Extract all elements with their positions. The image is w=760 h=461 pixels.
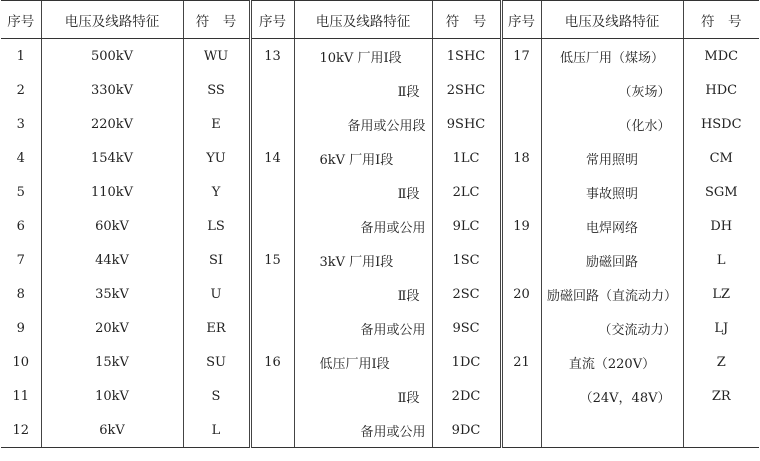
seq-cell xyxy=(501,73,541,107)
seq-cell: 11 xyxy=(12,388,30,404)
seq-cell: 17 xyxy=(501,39,541,74)
symbol-cell: DH xyxy=(683,209,759,243)
seq-cell xyxy=(250,73,294,107)
feature-cell: 44kV xyxy=(41,243,183,277)
symbol-cell: 2SHC xyxy=(432,73,501,107)
symbol-cell: HDC xyxy=(683,73,759,107)
feature-cell: 励磁回路（直流动力） xyxy=(541,277,683,311)
seq-cell: 20 xyxy=(501,277,541,311)
feature-cell: 35kV xyxy=(41,277,183,311)
symbol-cell: LJ xyxy=(683,311,759,345)
feature-cell: 直流（220V） xyxy=(541,345,683,379)
symbol-cell: ZR xyxy=(683,379,759,413)
symbol-cell: CM xyxy=(683,141,759,175)
symbol-cell: 1DC xyxy=(432,345,501,379)
table-row xyxy=(1,379,759,413)
feature-cell: 110kV xyxy=(41,175,183,209)
symbol-cell: LZ xyxy=(683,277,759,311)
seq-cell: 15 xyxy=(250,243,294,277)
seq-cell xyxy=(250,107,294,141)
table-row xyxy=(1,73,759,107)
seq-cell xyxy=(501,379,541,413)
header-feature: 电压及线路特征 xyxy=(41,1,183,39)
table-row xyxy=(1,345,759,379)
seq-cell xyxy=(250,413,294,448)
seq-cell xyxy=(250,175,294,209)
seq-cell: 5 xyxy=(16,184,25,200)
symbol-cell: HSDC xyxy=(683,107,759,141)
seq-cell xyxy=(501,413,541,448)
table-row xyxy=(1,277,759,311)
feature-cell: 10kV 厂用Ⅰ段 xyxy=(294,39,432,74)
feature-cell: 220kV xyxy=(41,107,183,141)
feature-cell: （24V，48V） xyxy=(541,379,683,413)
symbol-cell: 9SHC xyxy=(432,107,501,141)
table-row xyxy=(1,413,759,448)
seq-cell: 4 xyxy=(16,150,25,166)
header-feature: 电压及线路特征 xyxy=(294,1,432,39)
feature-cell: 10kV xyxy=(41,379,183,413)
table-row xyxy=(1,141,759,175)
seq-cell: 8 xyxy=(16,286,25,302)
table-row xyxy=(1,175,759,209)
seq-cell: 9 xyxy=(16,320,25,336)
symbol-cell: 1SC xyxy=(432,243,501,277)
feature-cell: 励磁回路 xyxy=(541,243,683,277)
header-symbol: 符 号 xyxy=(683,1,759,39)
feature-cell: 60kV xyxy=(41,209,183,243)
seq-cell: 1 xyxy=(16,48,25,64)
seq-cell: 18 xyxy=(501,141,541,175)
seq-cell: 13 xyxy=(250,39,294,74)
feature-cell: （交流动力） xyxy=(541,311,683,345)
feature-cell: 154kV xyxy=(41,141,183,175)
feature-cell: 低压厂用（煤场） xyxy=(541,39,683,74)
seq-cell xyxy=(250,379,294,413)
feature-cell: （灰场） xyxy=(541,73,683,107)
symbol-cell: 1LC xyxy=(432,141,501,175)
symbol-cell xyxy=(683,413,759,448)
feature-cell: Ⅱ段 xyxy=(294,73,432,107)
table-row xyxy=(1,209,759,243)
header-feature: 电压及线路特征 xyxy=(541,1,683,39)
seq-cell: 14 xyxy=(250,141,294,175)
seq-cell xyxy=(501,175,541,209)
symbol-cell: MDC xyxy=(683,39,759,74)
symbol-cell: 2DC xyxy=(432,379,501,413)
symbol-cell: 1SHC xyxy=(432,39,501,74)
symbol-cell: 9SC xyxy=(432,311,501,345)
header-seq: 序号 xyxy=(1,1,41,39)
seq-cell: 6 xyxy=(16,218,25,234)
symbol-cell: SI xyxy=(183,243,250,277)
symbol-cell: YU xyxy=(183,141,250,175)
feature-cell xyxy=(541,413,683,448)
symbol-cell: SGM xyxy=(683,175,759,209)
header-symbol: 符 号 xyxy=(183,1,250,39)
feature-cell: 20kV xyxy=(41,311,183,345)
header-row xyxy=(1,1,759,39)
table-row xyxy=(1,243,759,277)
table-row xyxy=(1,311,759,345)
symbol-cell: E xyxy=(183,107,250,141)
feature-cell: （化水） xyxy=(541,107,683,141)
feature-cell: 500kV xyxy=(41,39,183,74)
symbol-cell: L xyxy=(183,413,250,448)
feature-cell: 6kV xyxy=(41,413,183,448)
seq-cell xyxy=(501,107,541,141)
feature-cell: 备用或公用 xyxy=(294,413,432,448)
feature-cell: 电焊网络 xyxy=(541,209,683,243)
seq-cell xyxy=(250,209,294,243)
table-row xyxy=(1,107,759,141)
feature-cell: 常用照明 xyxy=(541,141,683,175)
seq-cell: 10 xyxy=(12,354,30,370)
symbol-cell: Z xyxy=(683,345,759,379)
feature-cell: 330kV xyxy=(41,73,183,107)
seq-cell: 16 xyxy=(250,345,294,379)
symbol-cell: 2LC xyxy=(432,175,501,209)
symbol-cell: 9LC xyxy=(432,209,501,243)
table-row xyxy=(1,39,759,74)
symbol-cell: U xyxy=(183,277,250,311)
feature-cell: 事故照明 xyxy=(541,175,683,209)
seq-cell: 21 xyxy=(501,345,541,379)
feature-cell: 备用或公用段 xyxy=(294,107,432,141)
seq-cell: 19 xyxy=(501,209,541,243)
feature-cell: 备用或公用 xyxy=(294,311,432,345)
symbol-cell: Y xyxy=(183,175,250,209)
feature-cell: 备用或公用 xyxy=(294,209,432,243)
seq-cell xyxy=(501,243,541,277)
symbol-cell: WU xyxy=(183,39,250,74)
symbol-cell: 9DC xyxy=(432,413,501,448)
symbol-cell: 2SC xyxy=(432,277,501,311)
symbol-cell: ER xyxy=(183,311,250,345)
feature-cell: 低压厂用Ⅰ段 xyxy=(294,345,432,379)
seq-cell: 7 xyxy=(16,252,25,268)
header-symbol: 符 号 xyxy=(432,1,501,39)
feature-cell: Ⅱ段 xyxy=(294,379,432,413)
symbol-cell: L xyxy=(683,243,759,277)
symbol-cell: S xyxy=(183,379,250,413)
seq-cell: 12 xyxy=(1,413,41,448)
symbol-cell: SU xyxy=(183,345,250,379)
seq-cell: 2 xyxy=(16,82,25,98)
feature-cell: Ⅱ段 xyxy=(294,277,432,311)
feature-cell: Ⅱ段 xyxy=(294,175,432,209)
seq-cell xyxy=(250,277,294,311)
seq-cell: 3 xyxy=(16,116,25,132)
seq-cell xyxy=(250,311,294,345)
header-seq: 序号 xyxy=(250,1,294,39)
header-seq: 序号 xyxy=(501,1,541,39)
symbol-cell: LS xyxy=(183,209,250,243)
feature-cell: 6kV 厂用Ⅰ段 xyxy=(294,141,432,175)
seq-cell xyxy=(501,311,541,345)
feature-cell: 3kV 厂用Ⅰ段 xyxy=(294,243,432,277)
voltage-code-table xyxy=(1,0,759,448)
feature-cell: 15kV xyxy=(41,345,183,379)
symbol-cell: SS xyxy=(183,73,250,107)
